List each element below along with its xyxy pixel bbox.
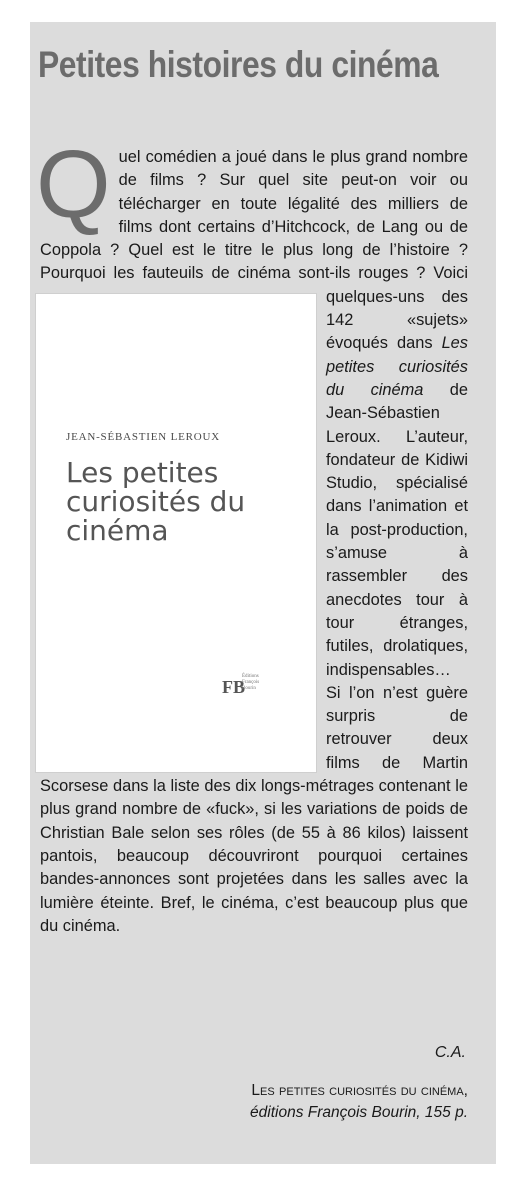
- publisher-logo-text: Éditions François Bourin: [242, 674, 260, 691]
- article-body: [36, 131, 468, 938]
- reference-title: Les petites curiosités du cinéma,: [251, 1082, 468, 1099]
- body-text-start: uel comédien a joué dans le plus grand nombre de films ? Sur quel site peut-on voir ou télécharger en toute légalité des milliers de films dont certains d’Hitchcock, de Lang ou de Coppola ? Quel est le titre le plus long de l’histoire ? Pourquoi les fauteuils de cinéma sont-ils rouges ? Voici quelques-uns des 142 «sujets» évoqués dans: [40, 148, 468, 353]
- signature: C.A.: [434, 1044, 466, 1061]
- publisher-logo: FB: [222, 677, 246, 697]
- body-text-end: de Jean-Sébastien Leroux. L’auteur, fondateur de Kidiwi Studio, spécialisé dans l’animation et la post-production, s’amuse à rassembler des anecdotes tour à tour étranges, futiles, drolatiques, indispensables… Si l’on n’est guère surpris de retrouver deux films de Martin Scorsese dans la liste des dix longs-métrages contenant le plus grand nombre de «fuck», si les variations de poids de Christian Bale selon ses rôles (de 55 à 86 kilos) laissent pantois, beaucoup découvriront pourquoi certaines bandes-annonces sont projetées dans les salles avec la lumière éteinte. Bref, le cinéma, c’est beaucoup plus que du cinéma.: [40, 380, 468, 935]
- article-title: Petites histoires du cinéma: [38, 44, 439, 85]
- book-title-inline: Les petites curiosités du cinéma: [326, 334, 468, 399]
- cover-title: Les petites curiosités du cinéma: [66, 456, 246, 547]
- reference-publisher: éditions François Bourin, 155 p.: [250, 1104, 468, 1121]
- book-cover-image: [36, 294, 316, 772]
- drop-cap: Q: [36, 131, 111, 238]
- cover-author: JEAN-SÉBASTIEN LEROUX: [66, 431, 220, 443]
- book-reference: [250, 1080, 468, 1124]
